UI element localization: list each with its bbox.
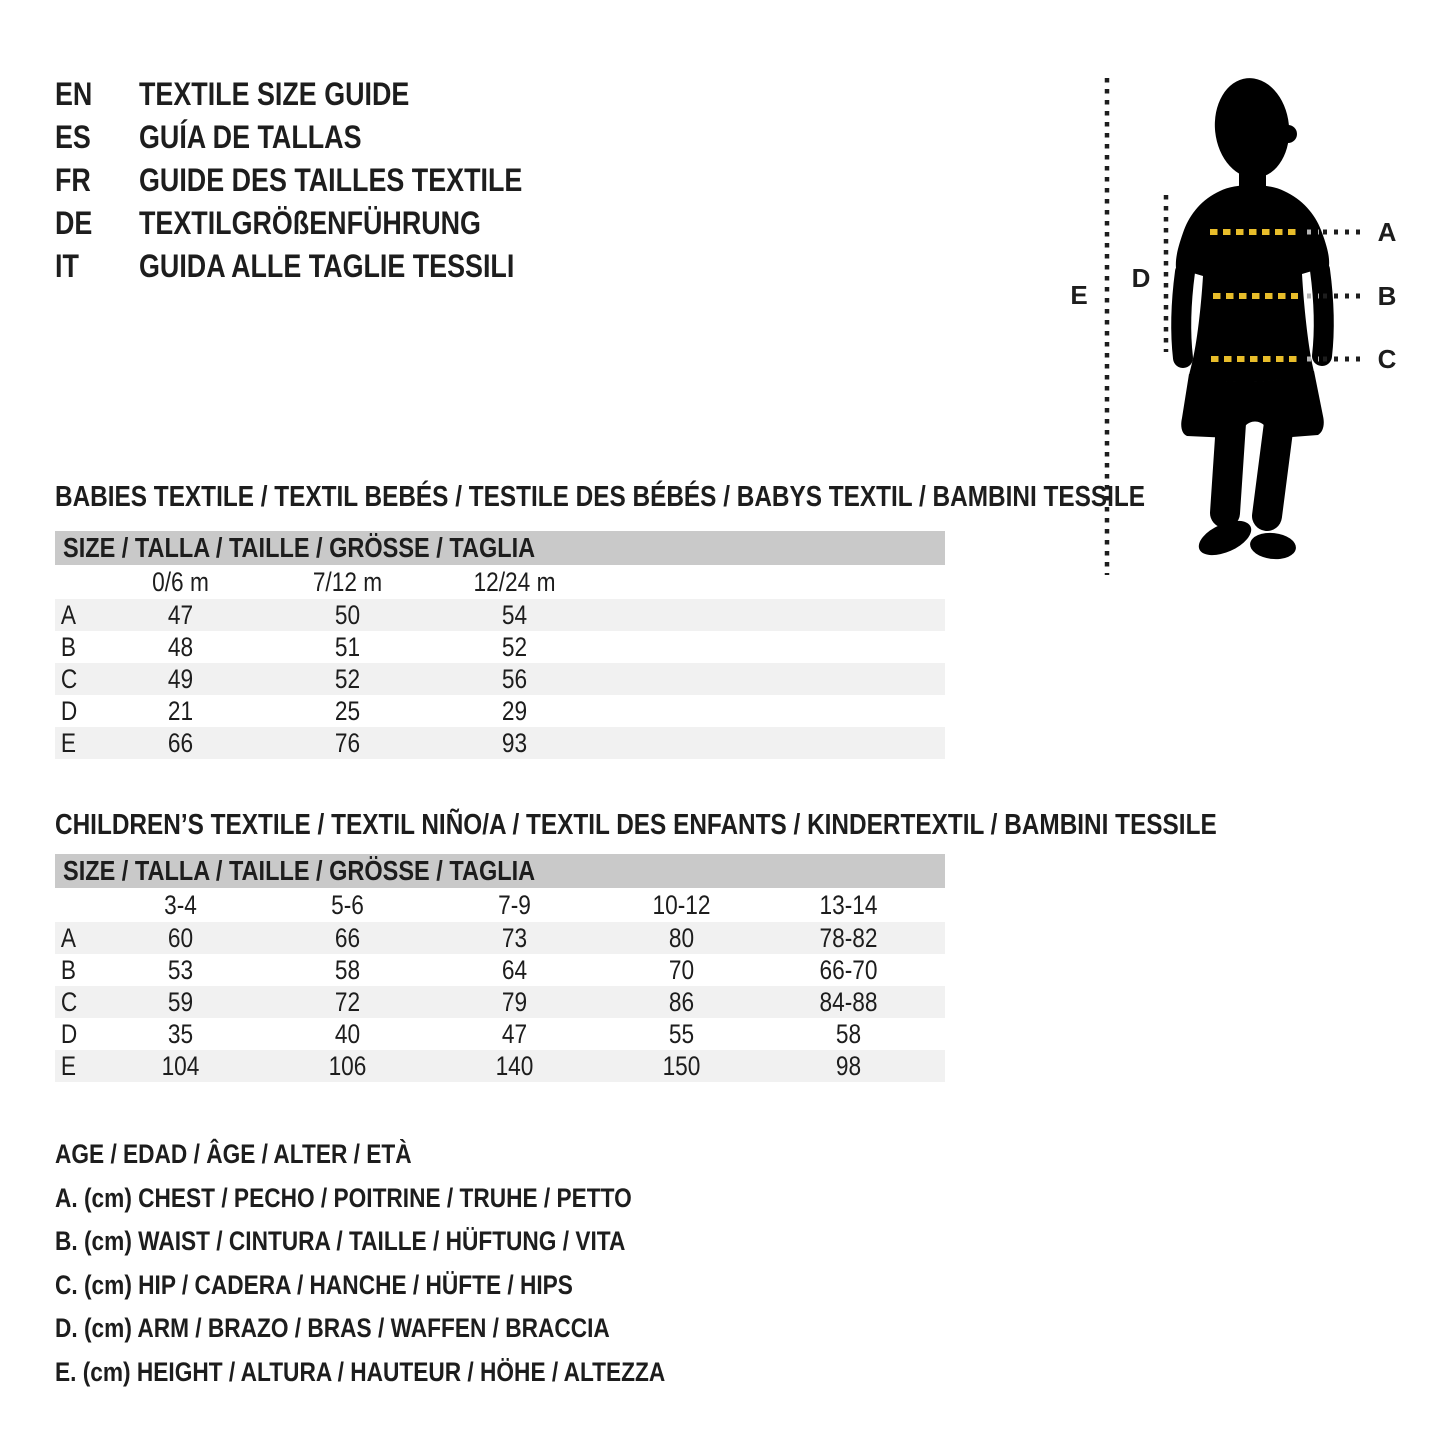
table-row (55, 727, 945, 759)
figure-label-b: B (1377, 281, 1397, 311)
lang-code: IT (55, 248, 79, 284)
lang-code: DE (55, 205, 93, 241)
lang-row-fr (55, 159, 595, 202)
cell: 93 (501, 727, 528, 758)
column-header: 12/24 m (473, 566, 556, 597)
row-label: A (60, 599, 77, 630)
lang-code: FR (55, 162, 91, 198)
cell: 98 (835, 1050, 862, 1081)
cell: 59 (167, 986, 194, 1017)
column-header: 10-12 (652, 889, 711, 920)
cell: 47 (167, 599, 194, 630)
legend-line-age: AGE / EDAD / ÂGE / ALTER / ETÀ (55, 1139, 412, 1169)
silhouette-right-arm (1320, 270, 1324, 356)
cell: 104 (161, 1050, 200, 1081)
lang-row-it (55, 245, 595, 288)
figure-label-a: A (1377, 217, 1397, 247)
cell: 40 (334, 1018, 361, 1049)
row-label: E (60, 727, 77, 758)
table-row (55, 1050, 945, 1082)
size-header-label: SIZE / TALLA / TAILLE / GRÖSSE / TAGLIA (63, 855, 536, 886)
silhouette-left-leg (1225, 423, 1231, 513)
silhouette-right-shoe (1249, 531, 1297, 562)
cell: 106 (328, 1050, 367, 1081)
cell: 150 (662, 1050, 701, 1081)
cell: 70 (668, 954, 695, 985)
row-label: A (60, 922, 77, 953)
cell: 84-88 (819, 986, 878, 1017)
table-row (55, 986, 945, 1018)
cell: 79 (501, 986, 528, 1017)
row-label: B (60, 954, 77, 985)
size-header-bar (55, 531, 945, 565)
row-label: C (60, 663, 78, 694)
table-row (55, 954, 945, 986)
row-label: B (60, 631, 77, 662)
language-title-header (55, 73, 595, 288)
child-silhouette (1176, 74, 1329, 562)
lang-row-es (55, 116, 595, 159)
lang-row-en (55, 73, 595, 116)
cell: 78-82 (819, 922, 878, 953)
row-label: D (60, 1018, 78, 1049)
figure-label-e: E (1070, 280, 1088, 310)
silhouette-left-arm (1181, 272, 1185, 358)
lang-code: EN (55, 76, 93, 112)
measurement-legend (55, 1133, 781, 1394)
cell: 21 (167, 695, 194, 726)
babies-size-table (55, 531, 945, 759)
row-label: C (60, 986, 78, 1017)
legend-line-waist: B. (cm) WAIST / CINTURA / TAILLE / HÜFTUNG / VITA (55, 1226, 626, 1256)
table-row (55, 631, 945, 663)
lang-title: GUIDA ALLE TAGLIE TESSILI (139, 248, 515, 284)
lang-title: TEXTILE SIZE GUIDE (139, 76, 410, 112)
silhouette-ear (1279, 125, 1297, 143)
silhouette-right-leg (1267, 423, 1279, 516)
legend-line-arm: D. (cm) ARM / BRAZO / BRAS / WAFFEN / BRACCIA (55, 1313, 610, 1343)
figure-label-c: C (1377, 344, 1397, 374)
cell: 66 (167, 727, 194, 758)
cell: 51 (334, 631, 361, 662)
column-header: 0/6 m (152, 566, 209, 597)
legend-line-height: E. (cm) HEIGHT / ALTURA / HAUTEUR / HÖHE / ALTEZZA (55, 1356, 666, 1387)
cell: 25 (334, 695, 361, 726)
cell: 86 (668, 986, 695, 1017)
cell: 50 (334, 599, 361, 630)
cell: 53 (167, 954, 194, 985)
cell: 64 (501, 954, 528, 985)
cell: 58 (835, 1018, 862, 1049)
column-header: 7-9 (498, 889, 531, 920)
lang-title: TEXTILGRÖßENFÜHRUNG (139, 205, 481, 241)
column-header: 13-14 (819, 889, 878, 920)
column-header: 5-6 (331, 889, 364, 920)
cell: 52 (501, 631, 528, 662)
children-size-table (55, 854, 945, 1082)
legend-line-hip: C. (cm) HIP / CADERA / HANCHE / HÜFTE / HIPS (55, 1269, 573, 1300)
row-label: E (60, 1050, 77, 1081)
cell: 48 (167, 631, 194, 662)
row-label: D (60, 695, 78, 726)
figure-label-d: D (1131, 263, 1151, 293)
table-row (55, 599, 945, 631)
silhouette-shirt (1176, 185, 1329, 382)
cell: 73 (501, 922, 528, 953)
cell: 56 (501, 663, 528, 694)
table-row (55, 922, 945, 954)
cell: 49 (167, 663, 194, 694)
lang-title: GUIDE DES TAILLES TEXTILE (139, 162, 523, 198)
size-header-bar (55, 854, 945, 888)
cell: 140 (495, 1050, 534, 1081)
column-header: 7/12 m (312, 566, 383, 597)
cell: 66 (334, 922, 361, 953)
lang-title: GUÍA DE TALLAS (139, 119, 362, 155)
cell: 58 (334, 954, 361, 985)
cell: 72 (334, 986, 361, 1017)
size-header-label: SIZE / TALLA / TAILLE / GRÖSSE / TAGLIA (63, 532, 536, 563)
lang-code: ES (55, 119, 91, 155)
cell: 29 (501, 695, 528, 726)
lang-row-de (55, 202, 595, 245)
cell: 52 (334, 663, 361, 694)
table-row (55, 695, 945, 727)
column-header: 3-4 (164, 889, 197, 920)
cell: 55 (668, 1018, 695, 1049)
cell: 66-70 (819, 954, 878, 985)
table-row (55, 1018, 945, 1050)
legend-line-chest: A. (cm) CHEST / PECHO / POITRINE / TRUHE / PETTO (55, 1182, 632, 1213)
children-section-title: CHILDREN’S TEXTILE / TEXTIL NIÑO/A / TEXTIL DES ENFANTS / KINDERTEXTIL / BAMBINI TESSILE (55, 809, 1217, 841)
cell: 80 (668, 922, 695, 953)
cell: 35 (167, 1018, 194, 1049)
cell: 60 (167, 922, 194, 953)
cell: 47 (501, 1018, 528, 1049)
cell: 76 (334, 727, 361, 758)
cell: 54 (501, 599, 528, 630)
babies-section-title: BABIES TEXTILE / TEXTIL BEBÉS / TESTILE DES BÉBÉS / BABYS TEXTIL / BAMBINI TESSILE (55, 481, 1146, 513)
column-header-row (55, 565, 945, 599)
column-header-row (55, 888, 945, 922)
table-row (55, 663, 945, 695)
